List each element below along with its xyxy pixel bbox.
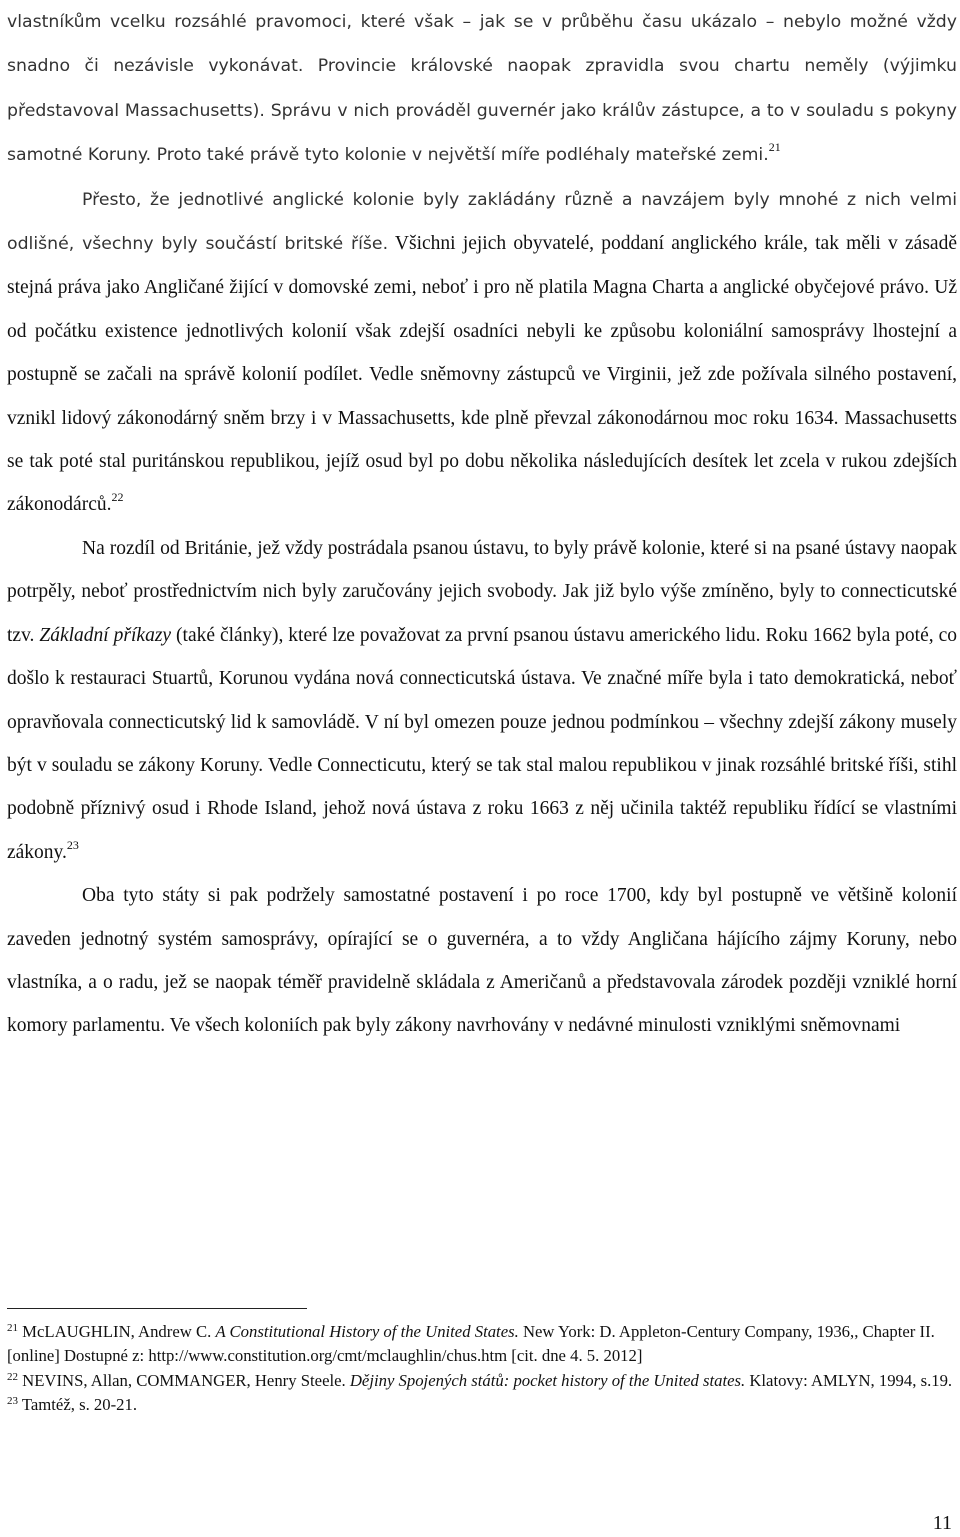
paragraph-3: Na rozdíl od Británie, jež vždy postrádala psanou ústavu, to byly právě kolonie, které si na psané ústavy naopak potrpěly, neboť prostřednictvím nich byly zaručovány jejich svobody. Jak již bylo výše zmíněno, byly to connecticutské tzv. Základní příkazy (také články), které lze považovat za první psanou ústavu amerického lidu. Roku 1662 byla poté, co došlo k restauraci Stuartů, Korunou vydána nová connecticutská ústava. Ve značné míře byla i tato demokratická, neboť opravňovala connecticutský lid k samovládě. V ní byl omezen pouze jednou podmínkou – všechny zdejší zákony musely být v souladu se zákony Koruny. Vedle Connecticutu, který se tak stal malou republikou v jinak rozsáhlé britské říši, stihl podobně příznivý osud i Rhode Island, jehož nová ústava z roku 1663 z něj učinila taktéž republiku řídící se vlastními zákony.$^{23}$ bbox=[7, 537, 957, 863]
footnote-separator bbox=[7, 1308, 307, 1309]
footnote-23: $^{23}$ Tamtéž, s. 20-21. bbox=[7, 1395, 138, 1415]
footnote-22: $^{22}$ NEVINS, Allan, COMMANGER, Henry Steele. Dějiny Spojených států: pocket history of the United states. Klatovy: AMLYN, 1994, s.19. bbox=[7, 1370, 953, 1390]
footnote-ref-21[interactable]: 21 bbox=[768, 140, 781, 155]
paragraph-2: Přesto, že jednotlivé anglické kolonie byly zakládány různě a navzájem byly mnohé z nich velmi odlišné, všechny byly součástí britské říše. Všichni jejich obyvatelé, poddaní anglického krále, tak měli v zásadě stejná práva jako Angličané žijící v domovské zemi, neboť i pro ně platila Magna Charta a anglické obyčejové právo. Už od počátku existence jednotlivých kolonií však zdejší osadníci nebyli ke způsobu koloniální samosprávy lhostejní a postupně se začali na správě kolonií podílet. Vedle sněmovny zástupců ve Virginii, jež zde požívala silného postavení, vznikl lidový zákonodárný sněm brzy i v Massachusetts, kde plně převzal zákonodárnou moc roku 1634. Massachusetts se tak poté stal puritánskou republikou, jejíž osud byl po dobu několika následujících desítek let zcela v rukou zdejších zákonodárců.$^{22}$ bbox=[7, 189, 957, 516]
paragraph-1: vlastníkům vcelku rozsáhlé pravomoci, které však – jak se v průběhu času ukázalo – nebylo možné vždy snadno či nezávisle vykonávat. Provincie královské naopak zpravidla svou chartu neměly (výjimku představoval Massachusetts). Správu v nich prováděl guvernér jako králův zástupce, a to v souladu s pokyny samotné Koruny. Proto také právě tyto kolonie v největší míře podléhaly mateřské zemi.$^{21}$ bbox=[7, 12, 957, 166]
footnote-ref-23[interactable]: 23 bbox=[66, 837, 79, 852]
page-number: 11 bbox=[932, 1512, 952, 1534]
footnote-21: $^{21}$ McLAUGHLIN, Andrew C. A Constitutional History of the United States. New York: D. Appleton-Century Company, 1936,, Chapter II. [online] Dostupné z: http://www.constitution.org/cmt/mclaughlin/chus.htm [cit. dne 4. 5. 2012] bbox=[7, 1322, 935, 1366]
paragraph-4: Oba tyto státy si pak podržely samostatné postavení i po roce 1700, kdy byl postupně ve většině kolonií zaveden jednotný systém samosprávy, opírající se o guvernéra, a to vždy Angličana hájícího zájmy Koruny, nebo vlastníka, a o radu, jež se naopak téměř pravidelně skládala z Američanů a představovala zárodek později vzniklé horní komory parlamentu. Ve všech koloniích pak byly zákony navrhovány v nedávné minulosti vzniklými sněmovnami bbox=[7, 885, 957, 1037]
page-body bbox=[7, 0, 957, 1048]
footnote-ref-22[interactable]: 22 bbox=[111, 490, 124, 505]
footnotes bbox=[7, 1320, 957, 1418]
italic-term: Základní příkazy bbox=[39, 624, 172, 646]
